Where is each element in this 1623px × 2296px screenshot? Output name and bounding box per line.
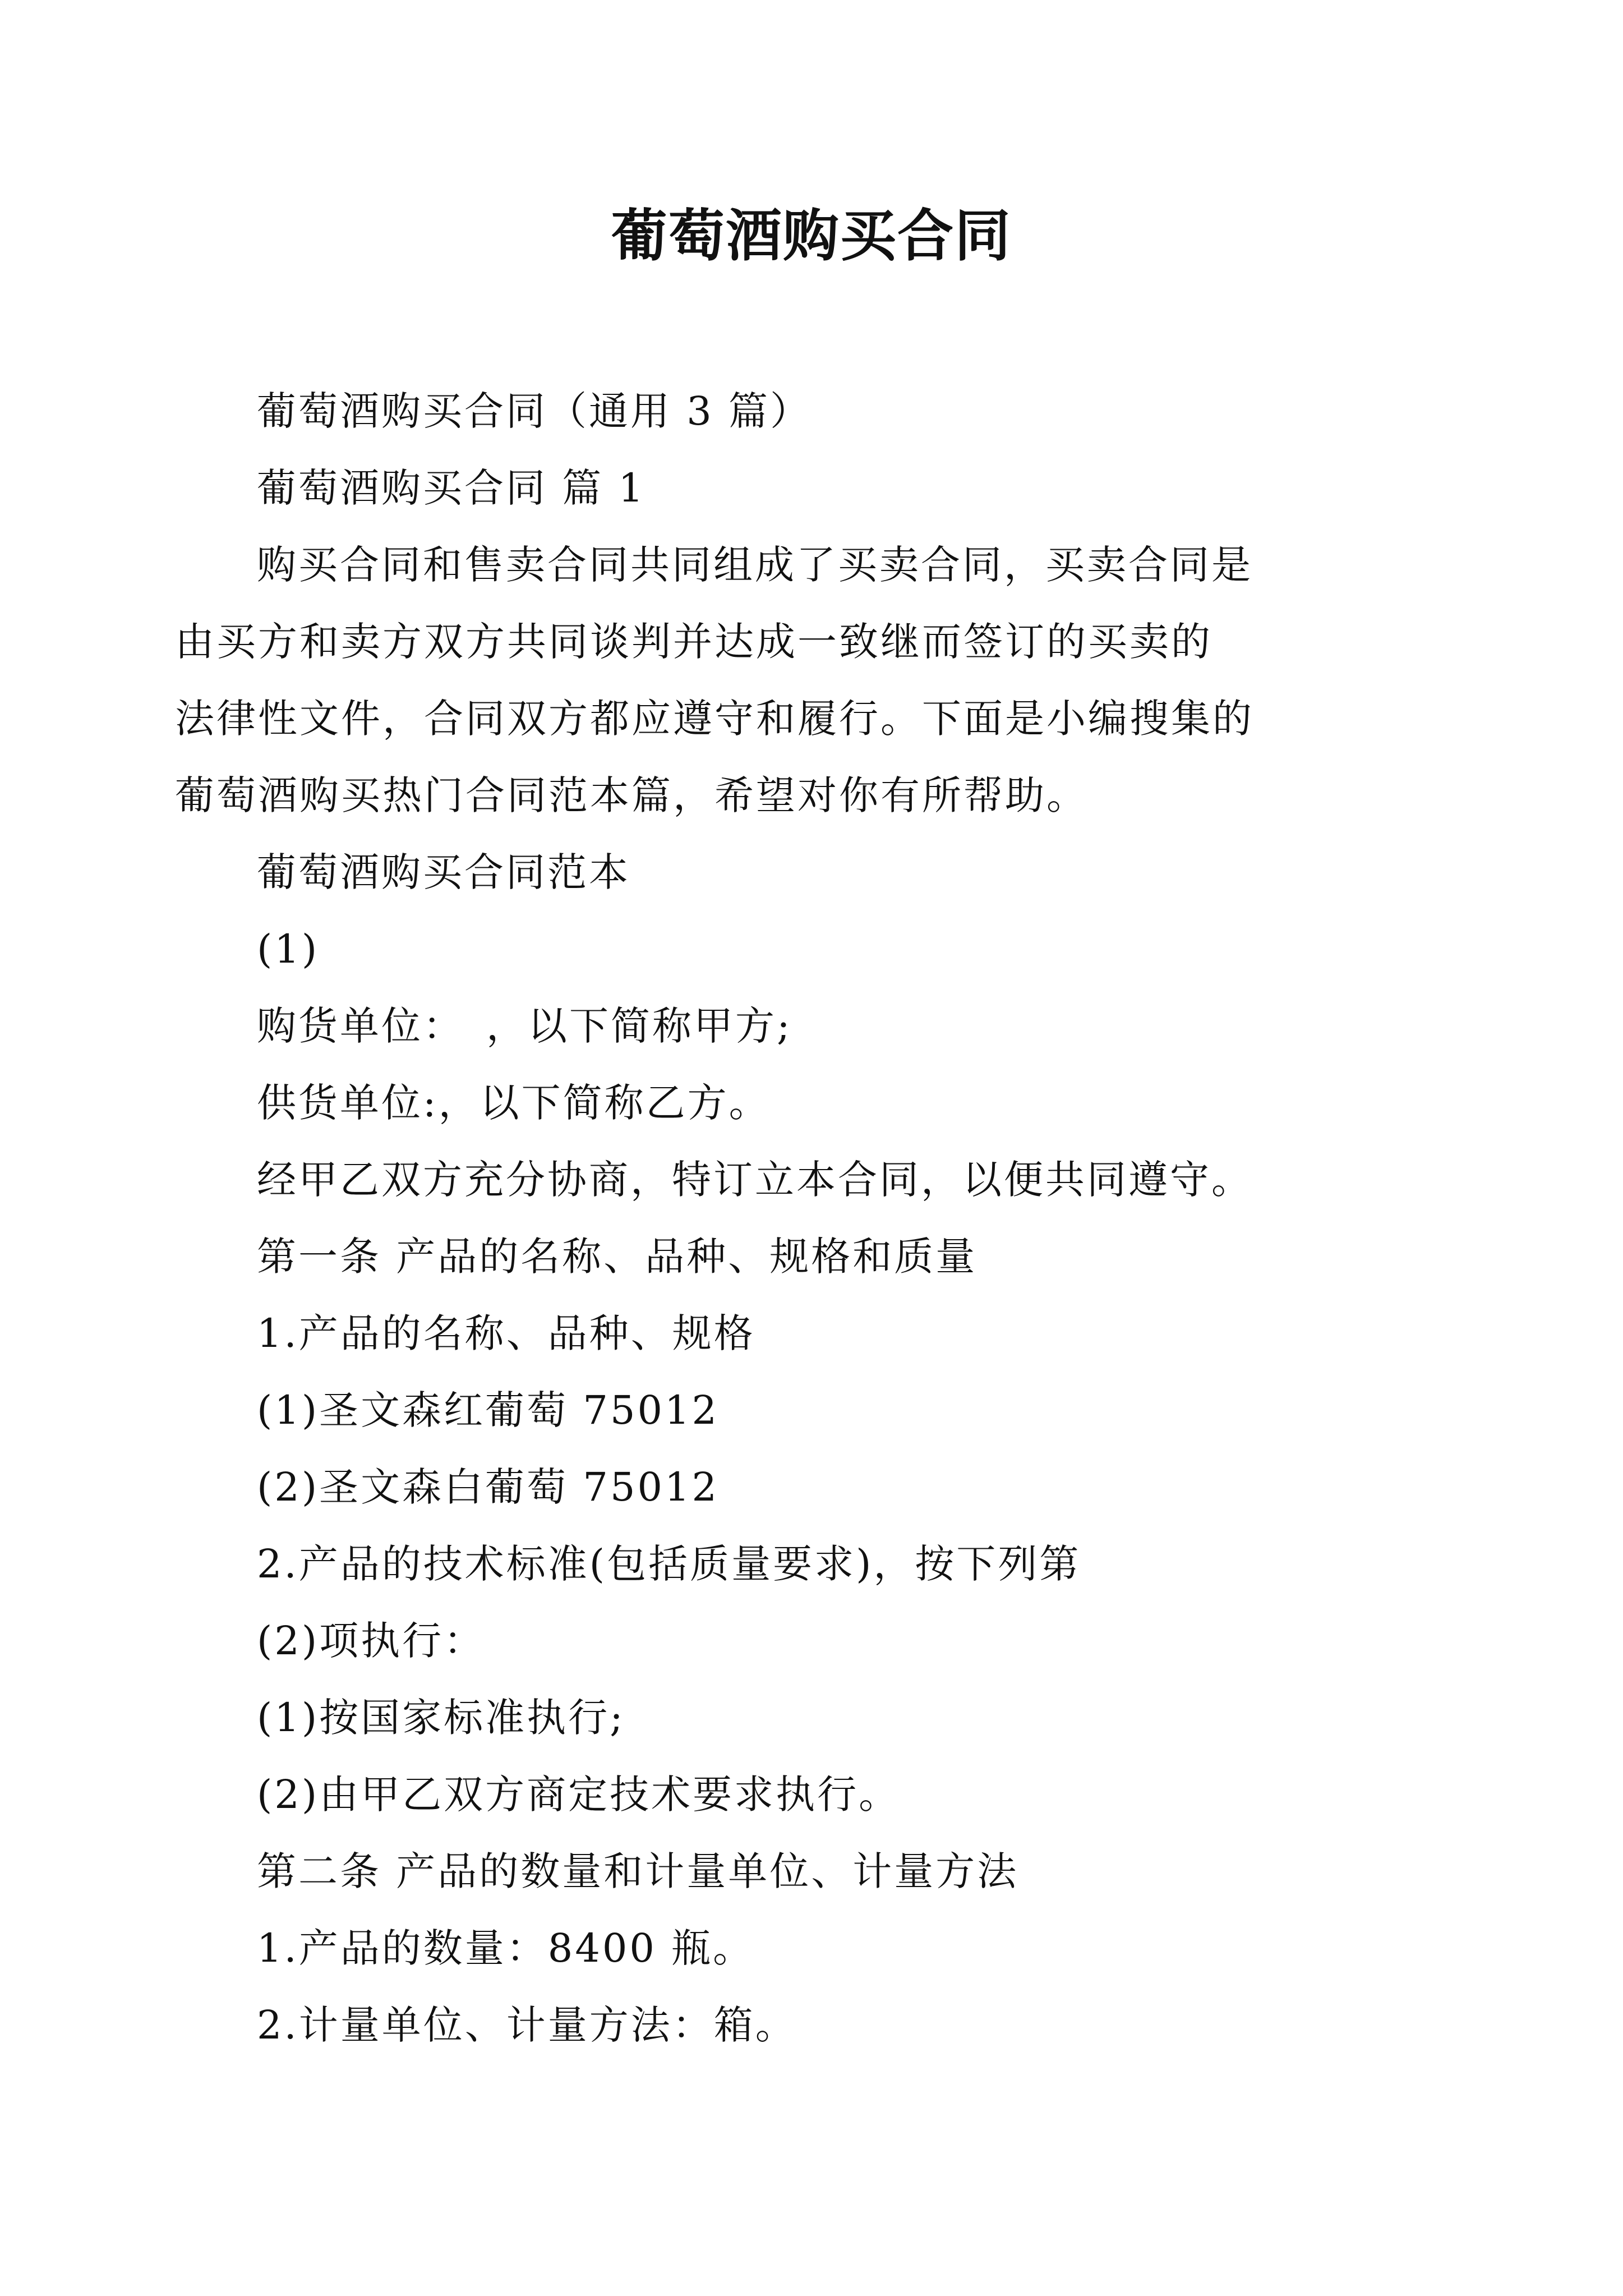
document-body <box>175 373 1395 2064</box>
line-option-national: (1)按国家标准执行; <box>257 1695 625 1741</box>
line-agreement: 经甲乙双方充分协商，特订立本合同，以便共同遵守。 <box>257 1157 1253 1203</box>
line-buyer: 购货单位： ，以下简称甲方; <box>257 1003 792 1049</box>
line-article-2: 第二条 产品的数量和计量单位、计量方法 <box>257 1848 1019 1894</box>
line-product-white: (2)圣文森白葡萄 75012 <box>257 1464 720 1510</box>
line-supplier: 供货单位:，以下简称乙方。 <box>257 1080 771 1126</box>
line-clause-2-option: (2)项执行： <box>257 1618 486 1664</box>
line-intro-3: 法律性文件，合同双方都应遵守和履行。下面是小编搜集的 <box>175 696 1254 742</box>
line-product-red: (1)圣文森红葡萄 75012 <box>257 1387 720 1433</box>
line-article-1-clause-1: 1.产品的名称、品种、规格 <box>257 1310 755 1356</box>
line-section-heading: 葡萄酒购买合同 篇 1 <box>257 465 646 511</box>
line-option-negotiated: (2)由甲乙双方商定技术要求执行。 <box>257 1772 901 1818</box>
line-intro-1: 购买合同和售卖合同共同组成了买卖合同，买卖合同是 <box>257 542 1253 588</box>
line-article-2-unit: 2.计量单位、计量方法：箱。 <box>257 2002 797 2048</box>
line-item-number: (1) <box>257 926 320 972</box>
line-intro-4: 葡萄酒购买热门合同范本篇，希望对你有所帮助。 <box>175 772 1088 818</box>
line-subtitle: 葡萄酒购买合同（通用 3 篇） <box>257 388 812 434</box>
line-intro-2: 由买方和卖方双方共同谈判并达成一致继而签订的买卖的 <box>175 619 1212 665</box>
line-article-2-quantity: 1.产品的数量：8400 瓶。 <box>257 1925 755 1971</box>
line-template-title: 葡萄酒购买合同范本 <box>257 849 630 895</box>
document-title: 葡萄酒购买合同 <box>611 203 1012 269</box>
line-article-1: 第一条 产品的名称、品种、规格和质量 <box>257 1234 978 1280</box>
line-article-1-clause-2: 2.产品的技术标准(包括质量要求)，按下列第 <box>257 1541 1081 1587</box>
